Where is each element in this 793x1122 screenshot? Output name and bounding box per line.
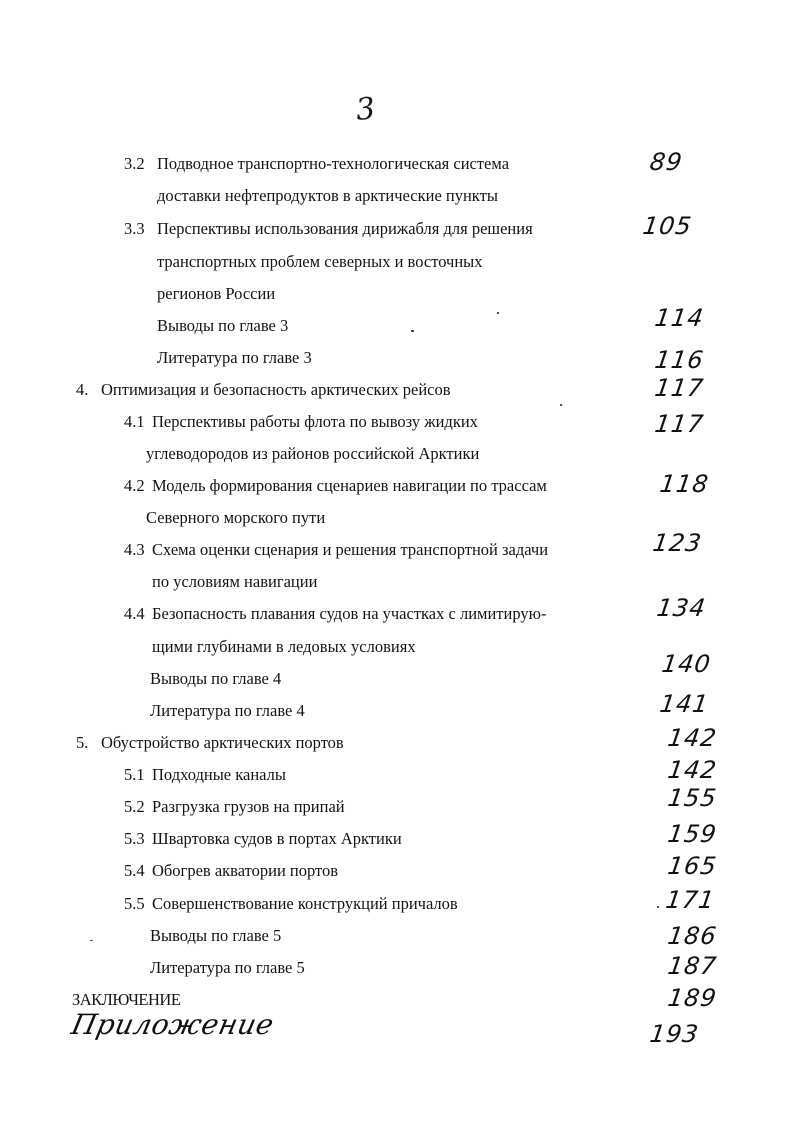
toc-entry-number: 4. — [76, 380, 89, 399]
page-ref: 171 — [664, 886, 717, 914]
toc-entry — [124, 154, 509, 174]
toc-entry — [124, 604, 546, 624]
scan-speck — [90, 940, 93, 941]
page-ref: 186 — [666, 922, 719, 950]
toc-entry-number: 5.2 — [124, 797, 145, 816]
page-ref: 193 — [648, 1020, 701, 1048]
toc-entry — [146, 508, 325, 528]
toc-entry — [157, 316, 288, 336]
page-ref: 118 — [658, 470, 711, 498]
page-ref: 134 — [655, 594, 708, 622]
page-ref: 105 — [641, 212, 694, 240]
page-ref: 141 — [658, 690, 711, 718]
toc-entry-number: 4.3 — [124, 540, 145, 559]
toc-entry — [150, 926, 281, 946]
toc-chapter — [76, 733, 344, 753]
toc-entry-number: 3.2 — [124, 154, 145, 173]
toc-entry-number: 5.3 — [124, 829, 145, 848]
page-ref: 117 — [653, 410, 706, 438]
toc-entry-title: Подходные каналы — [152, 765, 286, 784]
scan-speck — [560, 404, 562, 406]
toc-entry-title: Разгрузка грузов на припай — [152, 797, 345, 816]
page-ref: 140 — [660, 650, 713, 678]
toc-entry-title: щими глубинами в ледовых условиях — [152, 637, 416, 656]
toc-entry-title: Обогрев акватории портов — [152, 861, 339, 880]
page-ref: 155 — [666, 784, 719, 812]
toc-entry-title: Перспективы использования дирижабля для решения — [157, 219, 533, 238]
toc-entry-title: Оптимизация и безопасность арктических рейсов — [101, 380, 451, 399]
toc-entry-title: Безопасность плавания судов на участках с лимитирую- — [152, 604, 547, 623]
toc-entry-number: 4.2 — [124, 476, 145, 495]
page-ref: 189 — [666, 984, 719, 1012]
toc-entry — [124, 476, 547, 496]
page-ref: 159 — [666, 820, 719, 848]
toc-entry — [157, 252, 483, 272]
toc-entry — [124, 540, 548, 560]
toc-entry-title: Литература по главе 5 — [150, 958, 305, 977]
scan-speck — [497, 312, 499, 314]
toc-entry-title: Выводы по главе 5 — [150, 926, 282, 945]
toc-entry — [150, 669, 281, 689]
toc-entry-title: регионов России — [157, 284, 276, 303]
toc-entry — [124, 861, 338, 881]
toc-entry — [157, 348, 312, 368]
page-ref: 116 — [653, 346, 706, 374]
toc-entry — [124, 765, 286, 785]
toc-entry-title: углеводородов из районов российской Арктики — [146, 444, 480, 463]
toc-entry-title: Литература по главе 3 — [157, 348, 312, 367]
page-ref: 142 — [666, 724, 719, 752]
toc-entry — [157, 284, 275, 304]
toc-entry-title: Швартовка судов в портах Арктики — [152, 829, 402, 848]
toc-conclusion — [72, 990, 180, 1010]
page-ref: 123 — [651, 529, 704, 557]
toc-entry-title: ЗАКЛЮЧЕНИЕ — [72, 990, 181, 1009]
toc-entry — [157, 186, 498, 206]
toc-entry-title: транспортных проблем северных и восточных — [157, 252, 483, 271]
page-number: 3 — [354, 91, 377, 128]
handwritten-appendix-label: Приложение — [68, 1008, 278, 1041]
scan-speck — [411, 330, 414, 332]
toc-entry-number: 5.5 — [124, 894, 145, 913]
toc-entry — [150, 701, 305, 721]
toc-entry-number: 5. — [76, 733, 89, 752]
page-ref: 165 — [666, 852, 719, 880]
toc-entry-number: 5.1 — [124, 765, 145, 784]
toc-entry-title: Схема оценки сценария и решения транспортной задачи — [152, 540, 549, 559]
toc-entry-number: 4.4 — [124, 604, 145, 623]
toc-entry — [152, 637, 416, 657]
toc-entry — [124, 412, 478, 432]
toc-entry — [124, 894, 458, 914]
toc-entry — [124, 797, 345, 817]
page-ref: 187 — [666, 952, 719, 980]
toc-entry-title: Модель формирования сценариев навигации по трассам — [152, 476, 547, 495]
page-ref: 142 — [666, 756, 719, 784]
toc-chapter — [76, 380, 451, 400]
toc-entry-number: 5.4 — [124, 861, 145, 880]
toc-entry-title: Литература по главе 4 — [150, 701, 305, 720]
toc-entry — [124, 829, 402, 849]
toc-entry-title: Северного морского пути — [146, 508, 326, 527]
toc-entry-title: Подводное транспортно-технологическая система — [157, 154, 510, 173]
page-ref: 89 — [648, 148, 685, 176]
toc-entry — [146, 444, 479, 464]
toc-entry-title: Выводы по главе 4 — [150, 669, 282, 688]
scan-speck — [657, 906, 659, 908]
toc-entry — [124, 219, 533, 239]
toc-entry-title: Перспективы работы флота по вывозу жидких — [152, 412, 478, 431]
toc-entry-title: Выводы по главе 3 — [157, 316, 289, 335]
toc-entry-title: по условиям навигации — [152, 572, 318, 591]
toc-entry — [150, 958, 305, 978]
toc-entry-title: Совершенствование конструкций причалов — [152, 894, 458, 913]
page-ref: 117 — [653, 374, 706, 402]
toc-entry — [152, 572, 317, 592]
page-ref: 114 — [653, 304, 706, 332]
toc-entry-title: Обустройство арктических портов — [101, 733, 344, 752]
toc-entry-number: 3.3 — [124, 219, 145, 238]
toc-entry-title: доставки нефтепродуктов в арктические пункты — [157, 186, 498, 205]
toc-entry-number: 4.1 — [124, 412, 145, 431]
